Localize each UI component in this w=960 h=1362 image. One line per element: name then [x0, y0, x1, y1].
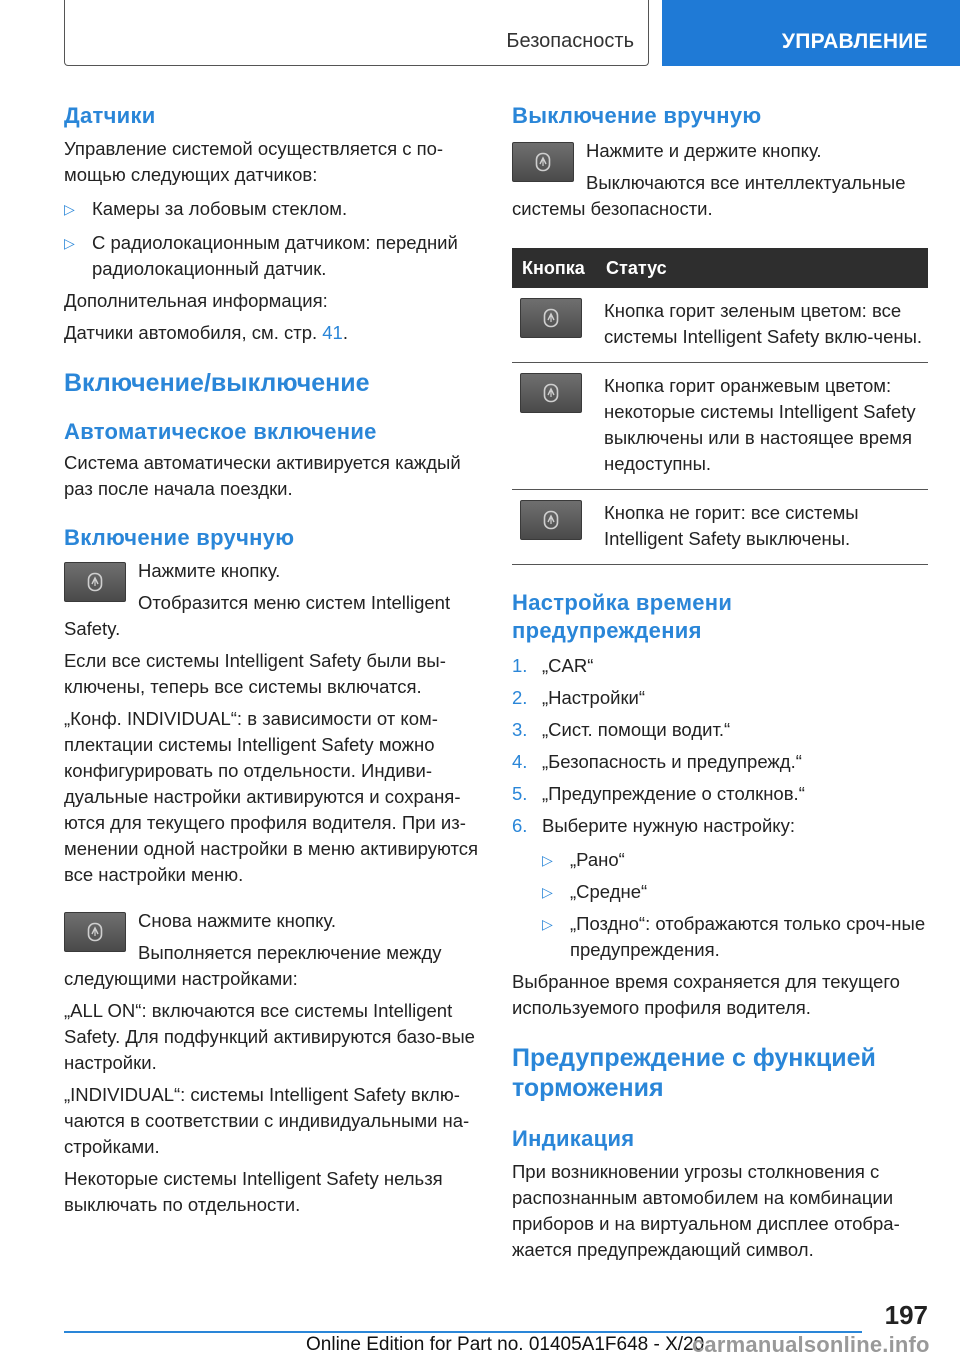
page-link[interactable]: 41 — [322, 322, 343, 343]
indication-text: При возникновении угрозы столкновения с распознанным автомобилем на комбинации приборов и на виртуальном дисплее отобра-жается предупреждающий символ. — [512, 1161, 900, 1260]
right-column — [512, 100, 927, 1263]
list-item: 6. Выберите нужную настройку: — [512, 815, 795, 836]
all-off-text: Если все системы Intelligent Safety были вы-ключены, теперь все системы включатся. — [64, 650, 446, 697]
button-instruction — [64, 908, 479, 992]
all-on-text: „ALL ON“: включаются все системы Intelligent Safety. Для подфункций активируются базо-вые настройки. — [64, 1000, 475, 1073]
button-instruction — [64, 558, 479, 642]
column-header-status: Статус — [596, 248, 928, 288]
warning-timing-heading: Настройка времени предупреждения — [512, 590, 733, 643]
table-header-row — [512, 248, 928, 288]
watermark: carmanualsonline.info — [692, 1332, 930, 1357]
onoff-heading: Включение/выключение — [64, 369, 370, 397]
status-table — [512, 248, 928, 565]
status-cell: Кнопка горит оранжевым цветом: некоторые системы Intelligent Safety выключены или в настоящее время недоступны. — [596, 363, 928, 490]
page-number: 197 — [884, 1300, 928, 1330]
list-item: 1. „CAR“ — [512, 655, 594, 676]
list-item: ▷ Камеры за лобовым стеклом. — [64, 196, 479, 222]
list-item: 3. „Сист. помощи водит.“ — [512, 719, 731, 740]
switch-text: Выполняется переключение между следующими настройками: — [64, 942, 442, 989]
list-item: ▷ „Поздно“: отображаются только сроч-ные предупреждения. — [542, 913, 926, 960]
auto-on-text: Система автоматически активируется каждый раз после начала поездки. — [64, 452, 461, 499]
list-item: ▷ „Средне“ — [512, 879, 927, 905]
table-row — [512, 363, 928, 490]
triangle-bullet-icon: ▷ — [64, 201, 75, 217]
triangle-bullet-icon: ▷ — [542, 852, 553, 868]
button-off-icon — [520, 500, 582, 540]
individual-text: „Конф. INDIVIDUAL“: в зависимости от ком-плектации системы Intelligent Safety можно конфигурировать по отдельности. Индиви-дуальные настройки активируются и сохраня-ются для текущего профиля водителя. При из-менении одной настройки в меню активируются все настройки меню. — [64, 708, 479, 885]
list-item: 5. „Предупреждение о столкнов.“ — [512, 783, 805, 804]
table-row — [512, 490, 928, 565]
intelligent-safety-button-icon — [64, 912, 126, 952]
cannot-off-text: Некоторые системы Intelligent Safety нельзя выключать по отдельности. — [64, 1168, 443, 1215]
press-button-text: Нажмите кнопку. — [138, 560, 281, 581]
header-chapter-label: УПРАВЛЕНИЕ — [781, 30, 928, 53]
edition-text: Online Edition for Part no. 01405A1F648 - X/20 — [306, 1334, 705, 1355]
table-row — [512, 288, 928, 363]
column-header-button: Кнопка — [512, 248, 596, 288]
more-info-label: Дополнительная информация: — [64, 290, 328, 311]
button-instruction — [512, 138, 927, 222]
intelligent-safety-button-icon — [64, 562, 126, 602]
manual-off-heading: Выключение вручную — [512, 103, 762, 128]
sensors-intro: Управление системой осуществляется с по-мощью следующих датчиков: — [64, 138, 444, 185]
sensors-reference: Датчики автомобиля, см. стр. 41. — [64, 322, 348, 343]
all-off-result-text: Выключаются все интеллектуальные системы безопасности. — [512, 172, 906, 219]
individual2-text: „INDIVIDUAL“: системы Intelligent Safety вклю-чаются в соответствии с индивидуальными на-стройками. — [64, 1084, 470, 1157]
header-section-box — [64, 0, 649, 66]
header-section-title: Безопасность — [506, 30, 634, 52]
triangle-bullet-icon: ▷ — [542, 884, 553, 900]
saved-text: Выбранное время сохраняется для текущего используемого профиля водителя. — [512, 971, 900, 1018]
manual-on-heading: Включение вручную — [64, 525, 295, 550]
indication-heading: Индикация — [512, 1126, 635, 1151]
button-orange-icon — [520, 373, 582, 413]
list-item: ▷ С радиолокационным датчиком: передний радиолокационный датчик. — [64, 232, 458, 279]
list-item: ▷ „Рано“ — [512, 847, 927, 873]
intelligent-safety-button-icon — [512, 142, 574, 182]
list-item: 2. „Настройки“ — [512, 687, 646, 708]
auto-on-heading: Автоматическое включение — [64, 419, 377, 444]
triangle-bullet-icon: ▷ — [64, 235, 75, 251]
button-green-icon — [520, 298, 582, 338]
header-chapter-tab[interactable] — [662, 0, 960, 66]
triangle-bullet-icon: ▷ — [542, 916, 553, 932]
sensors-heading: Датчики — [64, 103, 156, 128]
status-cell: Кнопка не горит: все системы Intelligent Safety выключены. — [596, 490, 928, 565]
braking-warning-heading: Предупреждение с функцией торможения — [512, 1044, 876, 1102]
press-again-text: Снова нажмите кнопку. — [138, 910, 336, 931]
list-item: 4. „Безопасность и предупрежд.“ — [512, 751, 802, 772]
left-column — [64, 100, 479, 1218]
menu-shown-text: Отобразится меню систем Intelligent Safety. — [64, 592, 451, 639]
status-cell: Кнопка горит зеленым цветом: все системы Intelligent Safety вклю-чены. — [596, 288, 928, 363]
press-hold-text: Нажмите и держите кнопку. — [586, 140, 822, 161]
